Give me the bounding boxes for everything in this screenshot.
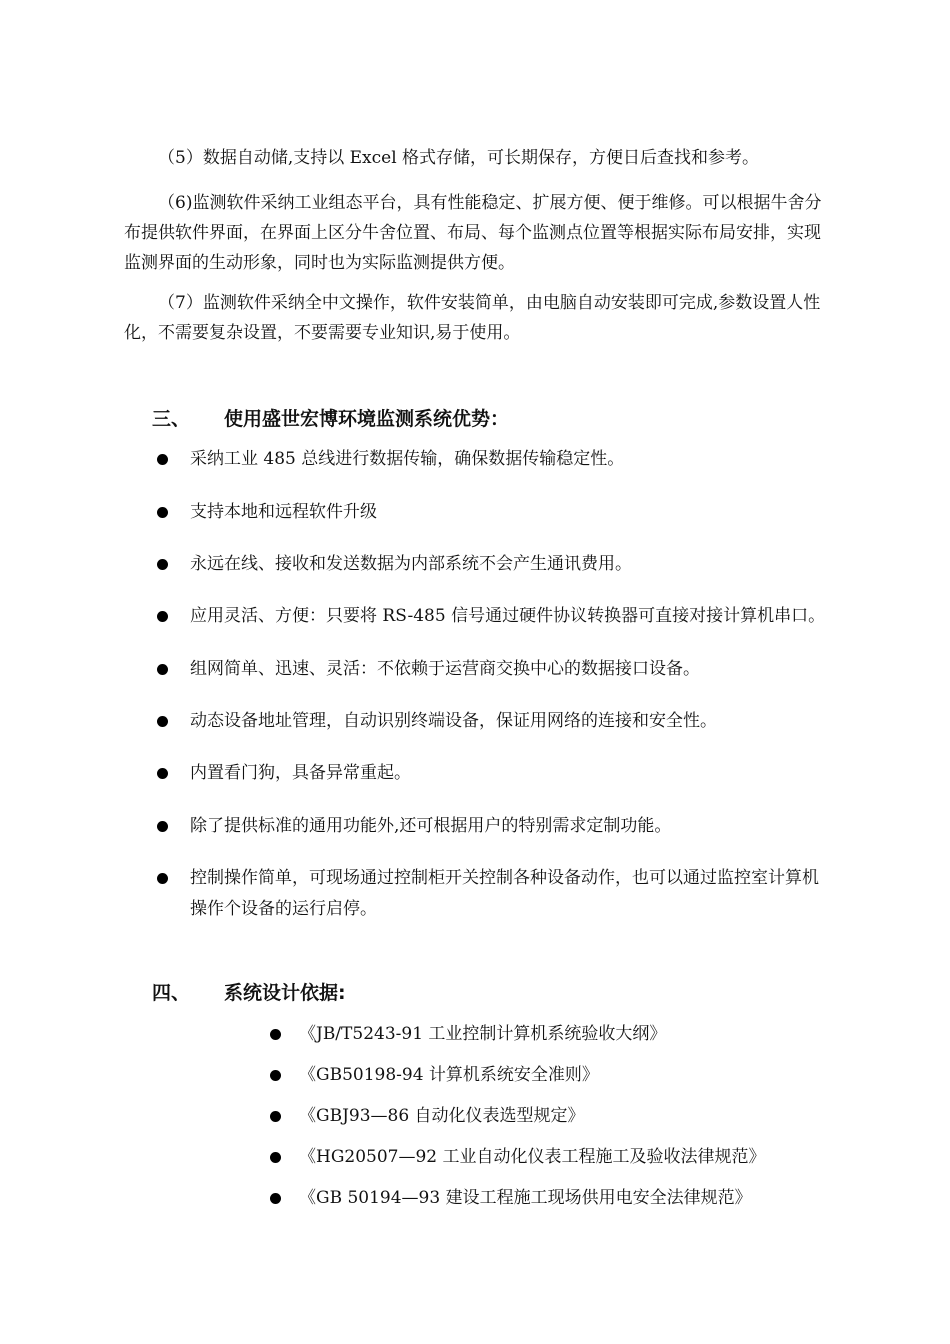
bullet-icon bbox=[157, 716, 168, 727]
list-item-text: 除了提供标准的通用功能外,还可根据用户的特别需求定制功能。 bbox=[190, 816, 672, 836]
bullet-icon bbox=[157, 664, 168, 675]
list-item bbox=[157, 601, 827, 632]
bullet-icon bbox=[270, 1111, 281, 1122]
section-3-heading bbox=[152, 404, 509, 431]
list-item bbox=[157, 811, 827, 842]
section-3-number: 三、 bbox=[152, 408, 191, 430]
list-item-text: 《GB50198-94 计算机系统安全准则》 bbox=[299, 1065, 599, 1085]
section-4-number: 四、 bbox=[152, 982, 191, 1004]
section-3-title: 使用盛世宏博环境监测系统优势： bbox=[224, 408, 510, 430]
bullet-icon bbox=[270, 1152, 281, 1163]
list-item-text: 组网简单、迅速、灵活：不依赖于运营商交换中心的数据接口设备。 bbox=[190, 659, 700, 679]
list-item-text: 内置看门狗，具备异常重起。 bbox=[190, 763, 411, 783]
bullet-icon bbox=[270, 1193, 281, 1204]
bullet-icon bbox=[157, 821, 168, 832]
list-item bbox=[270, 1019, 850, 1049]
bullet-icon bbox=[270, 1029, 281, 1040]
list-item bbox=[270, 1183, 850, 1213]
bullet-icon bbox=[157, 507, 168, 518]
list-item-text: 《GB 50194—93 建设工程施工现场供用电安全法律规范》 bbox=[299, 1188, 752, 1208]
paragraph-7: （7）监测软件采纳全中文操作，软件安装简单，由电脑自动安装即可完成,参数设置人性化，不需要复杂设置，不要需要专业知识,易于使用。 bbox=[124, 293, 821, 343]
list-item bbox=[270, 1060, 850, 1090]
section-4-title: 系统设计依据: bbox=[224, 982, 346, 1004]
bullet-icon bbox=[157, 873, 168, 884]
bullet-icon bbox=[157, 559, 168, 570]
list-item-text: 控制操作简单，可现场通过控制柜开关控制各种设备动作，也可以通过监控室计算机操作个设备的运行启停。 bbox=[190, 868, 819, 919]
list-item bbox=[157, 654, 827, 685]
paragraph-5: （5）数据自动储,支持以 Excel 格式存储，可长期保存，方便日后查找和参考。 bbox=[158, 148, 760, 168]
section-4-heading bbox=[152, 978, 346, 1005]
list-item-text: 《GBJ93—86 自动化仪表选型规定》 bbox=[299, 1106, 585, 1126]
list-item-text: 永远在线、接收和发送数据为内部系统不会产生通讯费用。 bbox=[190, 554, 632, 574]
bullet-icon bbox=[157, 611, 168, 622]
advantages-list bbox=[157, 444, 827, 925]
list-item-text: 《HG20507—92 工业自动化仪表工程施工及验收法律规范》 bbox=[299, 1147, 766, 1167]
list-item bbox=[157, 549, 827, 580]
list-item-text: 动态设备地址管理，自动识别终端设备，保证用网络的连接和安全性。 bbox=[190, 711, 717, 731]
list-item bbox=[157, 758, 827, 789]
list-item bbox=[157, 444, 827, 475]
list-item-text: 采纳工业 485 总线进行数据传输，确保数据传输稳定性。 bbox=[190, 449, 625, 469]
list-item bbox=[157, 863, 827, 925]
bullet-icon bbox=[157, 768, 168, 779]
list-item bbox=[157, 706, 827, 737]
list-item bbox=[270, 1101, 850, 1131]
list-item bbox=[270, 1142, 850, 1172]
paragraph-6: （6)监测软件采纳工业组态平台，具有性能稳定、扩展方便、便于维修。可以根据牛舍分布提供软件界面，在界面上区分牛舍位置、布局、每个监测点位置等根据实际布局安排，实现监测界面的生动形象，同时也为实际监测提供方便。 bbox=[124, 193, 822, 273]
list-item bbox=[157, 497, 827, 528]
bullet-icon bbox=[270, 1070, 281, 1081]
list-item-text: 支持本地和远程软件升级 bbox=[190, 502, 377, 522]
design-basis-list bbox=[270, 1019, 850, 1224]
list-item-text: 应用灵活、方便：只要将 RS-485 信号通过硬件协议转换器可直接对接计算机串口。 bbox=[190, 606, 826, 626]
bullet-icon bbox=[157, 454, 168, 465]
list-item-text: 《JB/T5243-91 工业控制计算机系统验收大纲》 bbox=[299, 1024, 667, 1044]
